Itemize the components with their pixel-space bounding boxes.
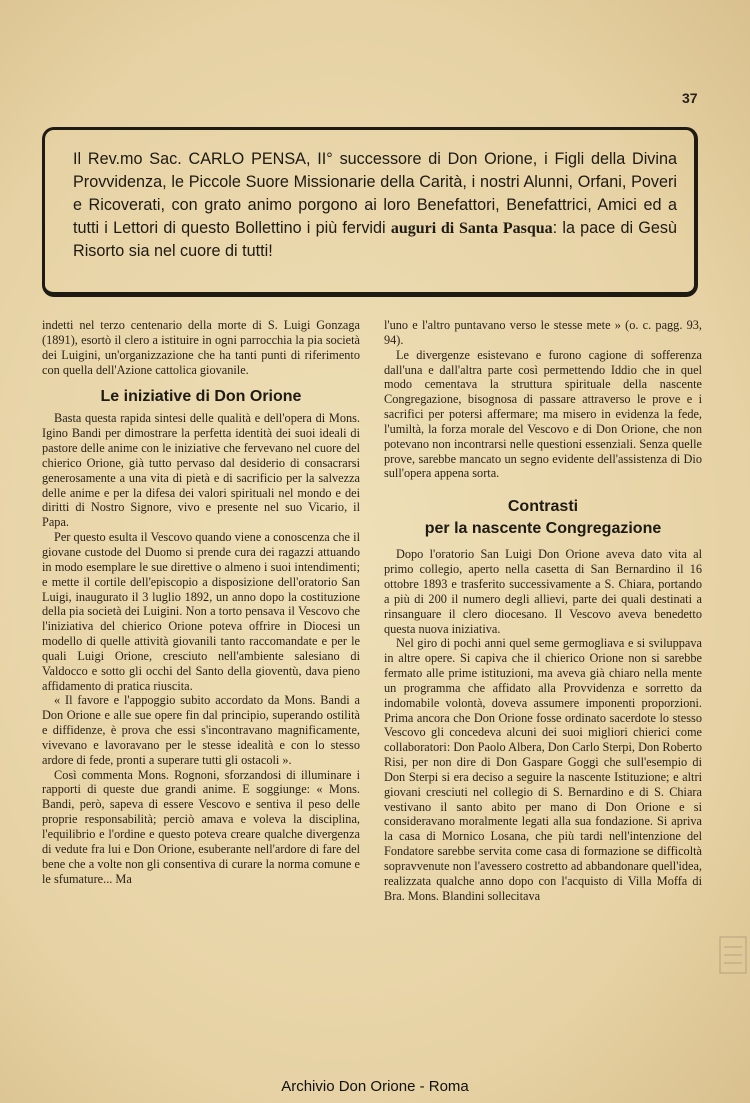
right-paragraph-1: Le divergenze esistevano e furono cagione di sofferenza dall'una e dall'altra parte così permettendo Iddio che in quel modo cementava la struttura spirituale della nascente Congregazione, bisognosa di passare attraverso le prove e i sacrifici per potersi affermare; ma misero in evidenza la fede, l'umiltà, la forza morale del Vescovo e di Don Orione, che non potevano non incontrarsi nelle questioni essenziali. Senza quelle prove, sarebbe mancato un segno evidente dell'assistenza di Dio sull'opera appena sorta. — [384, 347, 702, 481]
left-intro-paragraph: indetti nel terzo centenario della morte di S. Luigi Gonzaga (1891), esortò il clero a istituire in ogni parrocchia la pia società dei Luigini, un'organizzazione che ha tanti punti di riferimento con quella dell'Azione cattolica giovanile. — [42, 318, 360, 377]
left-paragraph-3: « Il favore e l'appoggio subito accordato da Mons. Bandi a Don Orione e alle sue opere fin dal principio, superando ostilità e diffidenze, è prova che essi s'incontravano magnificamente, vivevano e lavoravano per le stesse idealità e con lo stesso ardore di fede, pronti a superare tutti gli ostacoli ». — [42, 693, 360, 767]
greeting-part1: Il Rev.mo Sac. CARLO PENSA, II° successore di Don Orione, i Figli della Divina Provvidenza, le Piccole Suore Missionarie della Carità, i nostri Alunni, Orfani, Poveri e Ricoverati, con grato animo porgono ai loro Benefattori, Benefattrici, Amici ed a tutti i Lettori di questo Bollettino i più fervidi — [73, 150, 677, 237]
easter-greeting-box — [42, 127, 698, 297]
section-heading-congregazione: per la nascente Congregazione — [424, 520, 662, 538]
section-heading-iniziative: Le iniziative di Don Orione — [100, 388, 302, 406]
greeting-bold: auguri di Santa Pasqua — [390, 220, 553, 237]
left-paragraph-2: Per questo esulta il Vescovo quando viene a conoscenza che il giovane custode del Duomo si prende cura dei ragazzi attuando in modo esemplare le sue direttive o almeno i suoi intendimenti; e mette il cortile dell'episcopio a disposizione dell'oratorio San Luigi, inaugurato il 3 luglio 1892, un anno dopo la costituzione della pia società dei Luigini. Non a torto pensava il Vescovo che l'iniziativa del chierico Orione poteva offrire in Diocesi un modello di quelle attività giovanili tanto raccomandate e per le quali Luigi Orione, cresciuto nell'ambiente salesiano di Valdocco e sotto gli occhi del Santo della gioventù, dava pieno affidamento di pratica riuscita. — [42, 530, 360, 693]
page-number: 37 — [682, 90, 698, 106]
section-heading-contrasti: Contrasti — [507, 498, 579, 516]
right-column — [384, 318, 702, 904]
right-paragraph-2: Dopo l'oratorio San Luigi Don Orione aveva dato vita al primo collegio, aperto nella casetta di San Bernardino il 16 ottobre 1893 e trasferito successivamente a S. Chiara, portando a più di 200 il numero degli allievi, parte dei quali destinati a rinsanguare il clero diocesano. Il Vescovo aveva benedetto questa nuova iniziativa. — [384, 547, 702, 636]
easter-greeting-text — [73, 148, 677, 263]
left-paragraph-1: Basta questa rapida sintesi delle qualità e dell'opera di Mons. Igino Bandi per dimostrare la perfetta identità dei suoi ideali di pastore delle anime con le iniziative che fervevano nel cuore del chierico Orione, già tutto pervaso dal desiderio di consacrarsi generosamente a una vita di pietà e di sacrificio per la salvezza delle anime e per la difesa dei valori spirituali nel mondo e dei diritti di Nostro Signore, vivo e presente nel suo Vicario, il Papa. — [42, 411, 360, 530]
archive-footer: Archivio Don Orione - Roma — [281, 1078, 469, 1095]
archive-stamp-icon — [718, 935, 748, 975]
left-column — [42, 318, 360, 886]
greeting-part2: : la pace di Gesù Risorto sia nel cuore di tutti! — [73, 219, 677, 260]
right-intro-paragraph: l'uno e l'altro puntavano verso le stesse mete » (o. c. pagg. 93, 94). — [384, 318, 702, 347]
left-paragraph-4: Così commenta Mons. Rognoni, sforzandosi di illuminare i rapporti di queste due grandi anime. E soggiunge: « Mons. Bandi, però, sapeva di essere Vescovo e sentiva il peso delle proprie responsabilità; perciò amava e voleva la disciplina, l'equilibrio e l'ordine e questo poteva creare qualche divergenza di vedute fra lui e Don Orione, esuberante nell'ardore di fare del bene che a volte non gli consentiva di curare la norma comune e le sfumature... Ma — [42, 767, 360, 886]
right-paragraph-3: Nel giro di pochi anni quel seme germogliava e si sviluppava in altre opere. Si capiva che il chierico Orione non si sarebbe fermato alle prime istituzioni, ma aveva già chiaro nella mente un programma che affidato alla Provvidenza e sorretto da indomabile volontà, doveva assumere imponenti proporzioni. Prima ancora che Don Orione fosse ordinato sacerdote lo stesso Vescovo gli concedeva alcuni dei suoi migliori chierici come collaboratori: Don Paolo Albera, Don Carlo Sterpi, Don Roberto Risi, per non dire di Don Gaspare Goggi che sull'esempio di Don Sterpi si era deciso a seguire la nascente Istituzione; e altri giovani cresciuti nel collegio di S. Bernardino e di S. Chiara vestivano il santo abito per mano di Don Orione e si consideravano moralmente legati alla sua fondazione. Si apriva la casa di Mornico Losana, che più tardi nell'intenzione del Fondatore sarebbe servita come casa di formazione se difficoltà sopravvenute non l'avessero costretto ad abbandonare quell'idea, realizzata qualche anno dopo con l'acquisto di Villa Moffa di Bra. Mons. Blandini sollecitava — [384, 636, 702, 903]
